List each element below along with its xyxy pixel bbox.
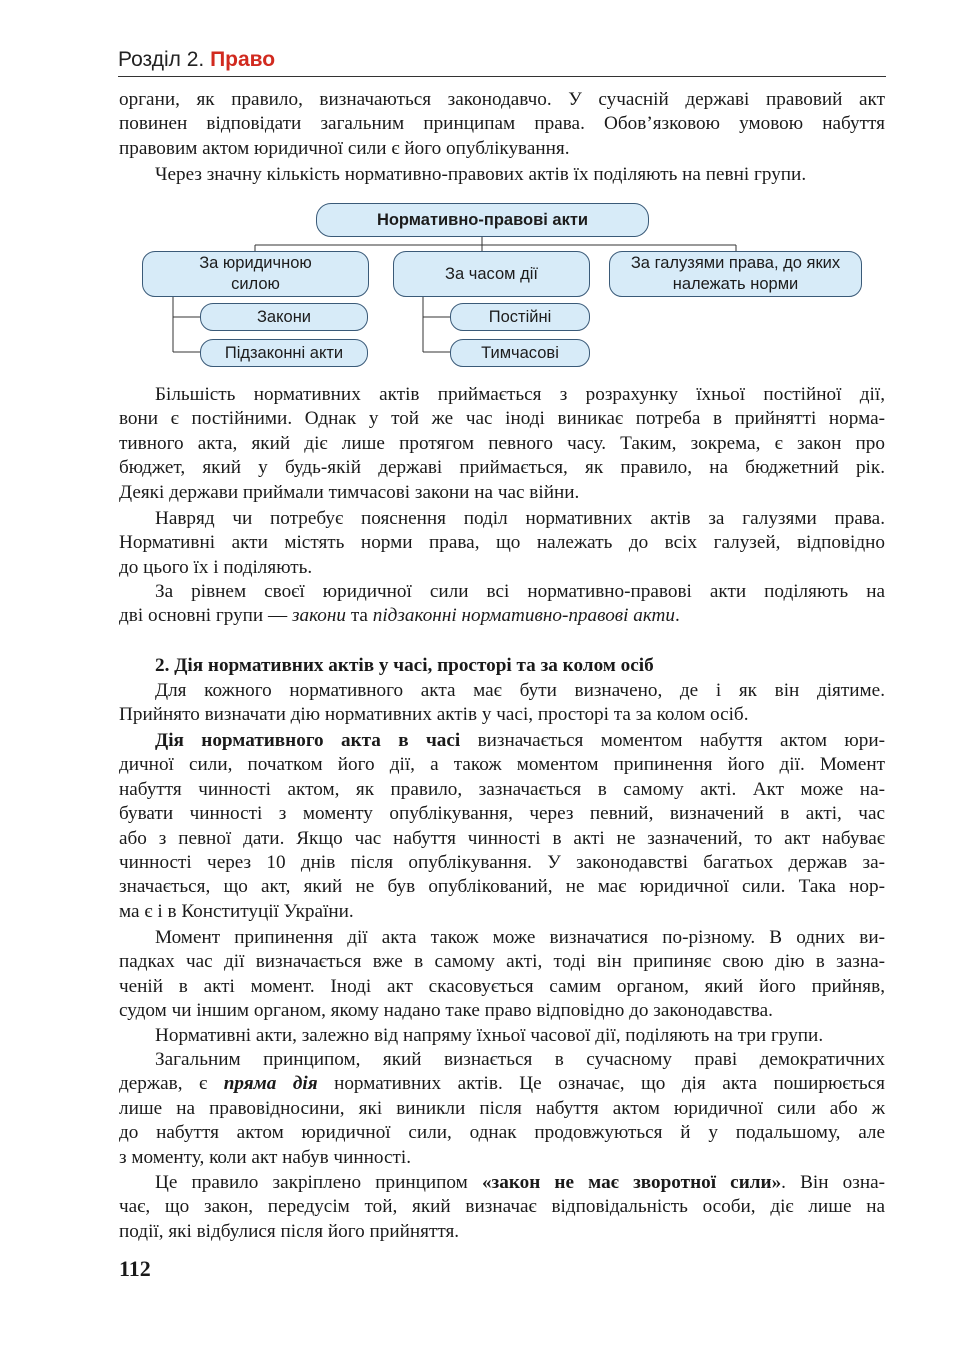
node-branches xyxy=(609,251,862,297)
paragraph-line: бюджет, який у будь-якій державі приймається, як правило, на бюджетний рік. xyxy=(119,457,885,479)
paragraph-line: чинності через 10 днів після опублікування. У законодавстві багатьох держав за- xyxy=(119,852,885,873)
principle-quote: «закон не має зворотної сили» xyxy=(481,1172,782,1193)
page-number: 112 xyxy=(119,1256,151,1281)
node-label: належать норми xyxy=(672,275,799,293)
diagram-root-node: Нормативно-правові акти xyxy=(316,203,649,237)
paragraph-line: Для кожного нормативного акта має бути визначено, де і як він діятиме. xyxy=(155,680,885,701)
paragraph-line: чає, що закон, передусім той, який визначає відповідальність особи, діє лише на xyxy=(119,1196,885,1218)
node-label: силою xyxy=(231,275,280,293)
paragraph-line: Деякі держави приймали тимчасові закони на час війни. xyxy=(119,481,580,503)
section-title: Право xyxy=(210,48,276,71)
classification-diagram xyxy=(140,202,870,372)
node-permanent: Постійні xyxy=(450,303,590,331)
running-header xyxy=(118,46,886,77)
text-run: Це правило закріплено принципом xyxy=(155,1172,482,1193)
paragraph-line: Прийнято визначати дію нормативних актів у часі, просторі та за колом осіб. xyxy=(119,704,749,726)
term-bylaws: підзаконні нормативно-правові акти xyxy=(372,605,676,627)
paragraph-line: лише на правовідносини, які виникли після набуття актом юридичної сили або ж xyxy=(119,1097,885,1119)
paragraph-line: Загальним принципом, який визнається в сучасному праві демократичних xyxy=(155,1049,885,1070)
paragraph-line: За рівнем своєї юридичної сили всі нормативно-правові акти поділяють на xyxy=(155,581,885,602)
node-label: За галузями права, до яких xyxy=(630,254,841,272)
paragraph-line: або з певної дати. Якщо час набуття чинності в акті не зазначений, то акт набуває xyxy=(119,827,885,849)
node-time: За часом дії xyxy=(393,251,590,297)
paragraph-line: тивного акта, який діє лише протягом певного часу. Таким, зокрема, є закон про xyxy=(119,432,885,454)
paragraph-line xyxy=(119,1171,885,1195)
text-run: . Він озна- xyxy=(781,1172,885,1193)
paragraph-line: ма є і в Конституції України. xyxy=(119,900,354,922)
text-run: нормативних актів. Це означає, що дія акта поширюється xyxy=(317,1073,885,1095)
section-number: Розділ 2. xyxy=(118,48,205,71)
paragraph-line xyxy=(119,1072,885,1096)
paragraph-line: Більшість нормативних актів приймається з розрахунку їхньої постійної дії, xyxy=(155,384,885,405)
paragraph-line: повинен відповідати загальним принципам права. Обов’язковою умовою набуття xyxy=(119,113,885,135)
bold-term: Дія нормативного акта в часі xyxy=(155,730,461,751)
paragraph-line: набуття чинності актом, як правило, зазначається в самому акті. Акт може на- xyxy=(119,778,885,800)
paragraph-line: з моменту, коли акт набув чинності. xyxy=(119,1146,411,1168)
paragraph-line: до набуття актом юридичної сили, однак продовжуються й у подальшому, але xyxy=(119,1122,885,1144)
term-direct-action: пряма дія xyxy=(223,1073,318,1095)
node-bylaws: Підзаконні акти xyxy=(200,339,368,367)
node-temporary: Тимчасові xyxy=(450,339,590,367)
paragraph-line: судом чи іншим органом, якому надано таке право відповідно до законодавства. xyxy=(119,1000,773,1022)
text-run: держав, є xyxy=(119,1073,224,1095)
paragraph-line: Навряд чи потребує пояснення поділ нормативних актів за галузями права. xyxy=(155,508,885,529)
paragraph-line: Нормативні акти, залежно від напряму їхньої часової дії, поділяють на три групи. xyxy=(155,1025,824,1046)
paragraph-line: органи, як правило, визначаються законодавчо. У сучасній державі правовий акт xyxy=(119,89,885,110)
paragraph-line: бувати чинності з моменту опублікування, через певний, визначений в акті, час xyxy=(119,803,885,825)
paragraph-line: Нормативні акти містять норми права, що належать до всіх галузей, відповідно xyxy=(119,532,885,554)
paragraph-line: до цього їх і поділяють. xyxy=(119,556,313,578)
paragraph-line: ченій в акті момент. Іноді акт скасовується самим органом, який його прийняв, xyxy=(119,975,885,997)
paragraph-line xyxy=(119,729,885,753)
paragraph-line: вони є постійними. Однак у той же час іноді виникає потреба в прийнятті норма- xyxy=(119,408,885,430)
text-run: дві основні групи — xyxy=(119,605,292,627)
paragraph-line: події, які відбулися після його прийняття. xyxy=(119,1220,460,1242)
paragraph-line xyxy=(119,604,885,628)
paragraph-line: Через значну кількість нормативно-правових актів їх поділяють на певні групи. xyxy=(155,164,807,185)
text-run: та xyxy=(346,605,373,627)
text-run: . xyxy=(675,605,680,627)
text-run: визначається моментом набуття актом юри- xyxy=(460,730,886,751)
term-laws: закони xyxy=(291,605,347,627)
node-laws: Закони xyxy=(200,303,368,331)
paragraph-line: правовим актом юридичної сили є його опублікування. xyxy=(119,137,570,159)
node-legal-force xyxy=(142,251,369,297)
paragraph-line: значається, що акт, який не був опублікований, не має юридичної сили. Така нор- xyxy=(119,876,885,898)
paragraph-line: Момент припинення дії акта також може визначатися по-різному. В одних ви- xyxy=(155,927,885,948)
paragraph-line: дичної сили, початком його дії, а також моментом припинення його дії. Момент xyxy=(119,754,885,776)
paragraph-line: падках час дії визначається вже в самому акті, тоді він припиняє свою дію в зазна- xyxy=(119,951,885,973)
node-label: За юридичною xyxy=(199,254,312,272)
section-heading: 2. Дія нормативних актів у часі, просторі та за колом осіб xyxy=(155,655,654,676)
